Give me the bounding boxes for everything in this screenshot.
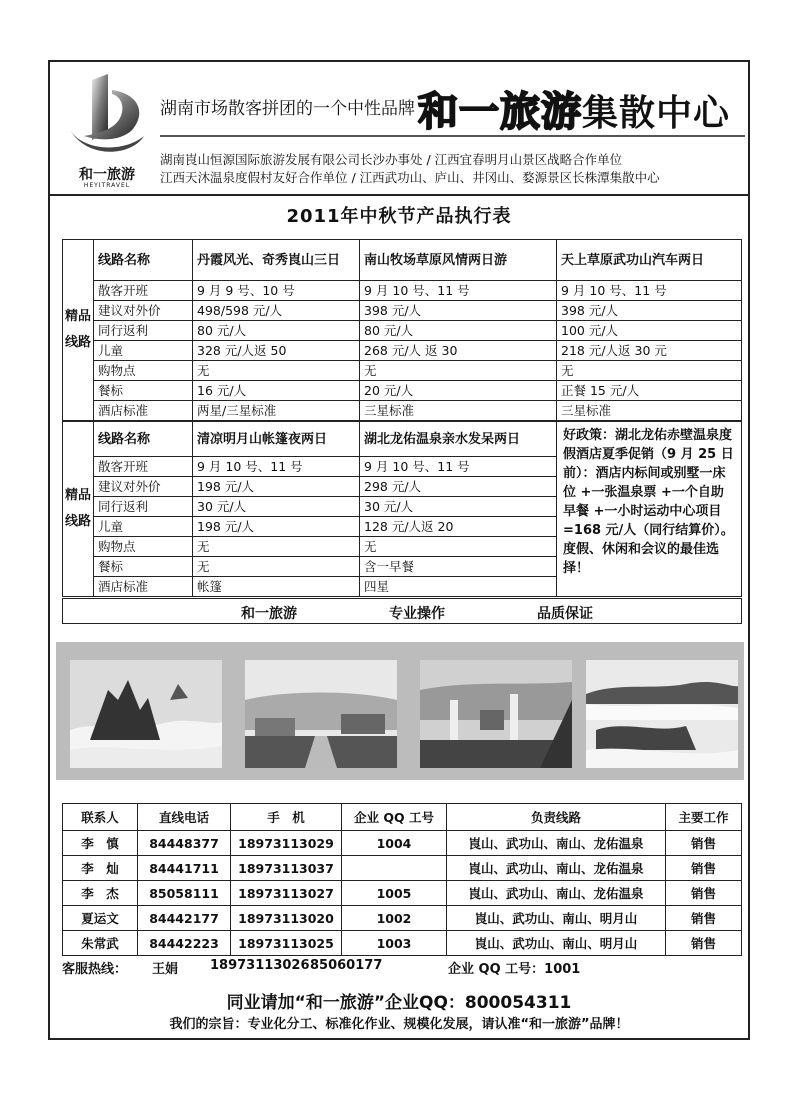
row-label: 散客开班 [94, 457, 193, 477]
brand-logo [62, 70, 152, 188]
cell: 18973113037 [231, 856, 342, 881]
cell: 20 元/人 [360, 381, 557, 401]
hotline-label: 客服热线： [62, 962, 128, 977]
page-title: 2011年中秋节产品执行表 [286, 206, 512, 227]
cell [342, 856, 447, 881]
cell: 18973113025 [231, 931, 342, 956]
motto-item: 品质保证 [537, 606, 593, 622]
cell: 销售 [666, 931, 742, 956]
cell: 398 元/人 [557, 301, 742, 321]
row-label: 儿童 [94, 341, 193, 361]
partner-line-2: 江西天沐温泉度假村友好合作单位 / 江西武功山、庐山、井冈山、婺源景区长株潭集散中心 [160, 170, 660, 185]
column-header: 联系人 [63, 804, 138, 831]
row-label: 酒店标准 [94, 577, 193, 597]
cell: 销售 [666, 881, 742, 906]
cell: 100 元/人 [557, 321, 742, 341]
cell: 正餐 15 元/人 [557, 381, 742, 401]
logo-icon [62, 70, 152, 162]
side-label: 精品线路 [63, 422, 94, 597]
cell: 128 元/人返 20 [360, 517, 557, 537]
table-row [63, 831, 742, 856]
contact-table [62, 803, 742, 956]
column-header: 主要工作 [666, 804, 742, 831]
policy-note: 好政策：湖北龙佑赤壁温泉度假酒店夏季促销（9 月 25 日前）：酒店内标间或别墅一床位 +一张温泉票 +一个自助早餐 +一小时运动中心项目 =168 元/人（同行结算价）。度假、休闲和会议的最佳选择！ [557, 422, 742, 597]
cell: 三星标准 [360, 401, 557, 421]
cell: 无 [193, 537, 360, 557]
cell: 李 杰 [63, 881, 138, 906]
column-header: 负责线路 [447, 804, 666, 831]
cell: 30 元/人 [360, 497, 557, 517]
scenery-photo [245, 660, 397, 768]
cell: 9 月 10 号、11 号 [557, 281, 742, 301]
cell: 夏运文 [63, 906, 138, 931]
cell: 16 元/人 [193, 381, 360, 401]
row-label: 同行返利 [94, 321, 193, 341]
cell: 朱常武 [63, 931, 138, 956]
cell: 80 元/人 [360, 321, 557, 341]
header-label: 线路名称 [94, 240, 193, 281]
cell: 崀山、武功山、南山、明月山 [447, 931, 666, 956]
side-label: 精品线路 [63, 240, 94, 421]
brand-slogan: 湖南市场散客拼团的一个中性品牌 [160, 99, 415, 119]
motto-item: 和一旅游 [241, 606, 297, 622]
cell: 9 月 10 号、11 号 [193, 457, 360, 477]
cell: 198 元/人 [193, 477, 360, 497]
cell: 398 元/人 [360, 301, 557, 321]
route-name: 南山牧场草原风情两日游 [360, 240, 557, 281]
partner-line-1: 湖南崀山恒源国际旅游发展有限公司长沙办事处 / 江西宜春明月山景区战略合作单位 [160, 152, 623, 167]
cell: 84442223 [138, 931, 231, 956]
hotline-phone: 85060177 [310, 958, 383, 973]
brand-title-rest: 集散中心 [582, 93, 731, 134]
row-label: 建议对外价 [94, 477, 193, 497]
row-label: 同行返利 [94, 497, 193, 517]
brand-title [418, 80, 730, 137]
motto-bar [62, 598, 742, 624]
cell: 无 [193, 557, 360, 577]
table-row [63, 931, 742, 956]
cell: 498/598 元/人 [193, 301, 360, 321]
cell: 80 元/人 [193, 321, 360, 341]
row-label: 餐标 [94, 557, 193, 577]
cell: 18973113029 [231, 831, 342, 856]
row-label: 散客开班 [94, 281, 193, 301]
cell: 198 元/人 [193, 517, 360, 537]
route-table-2 [62, 421, 742, 597]
cell: 无 [557, 361, 742, 381]
row-label: 儿童 [94, 517, 193, 537]
hotline-name: 王娟 [152, 962, 179, 977]
cell: 三星标准 [557, 401, 742, 421]
table-row [63, 856, 742, 881]
row-label: 餐标 [94, 381, 193, 401]
cell: 李 灿 [63, 856, 138, 881]
cell: 崀山、武功山、南山、龙佑温泉 [447, 856, 666, 881]
footer-mission-line: 我们的宗旨：专业化分工、标准化作业、规模化发展，请认准“和一旅游”品牌！ [169, 1017, 629, 1032]
table-row [63, 906, 742, 931]
row-label: 酒店标准 [94, 401, 193, 421]
route-name: 湖北龙佑温泉亲水发呆两日 [360, 422, 557, 457]
row-label: 购物点 [94, 361, 193, 381]
cell: 销售 [666, 856, 742, 881]
cell: 帐篷 [193, 577, 360, 597]
header [50, 62, 748, 196]
logo-subtext: HEYITRAVEL [83, 182, 131, 189]
cell: 无 [193, 361, 360, 381]
route-name: 天上草原武功山汽车两日 [557, 240, 742, 281]
cell: 崀山、武功山、南山、龙佑温泉 [447, 831, 666, 856]
cell: 9 月 10 号、11 号 [360, 457, 557, 477]
column-header: 企业 QQ 工号 [342, 804, 447, 831]
cell: 1002 [342, 906, 447, 931]
header-label: 线路名称 [94, 422, 193, 457]
cell: 84441711 [138, 856, 231, 881]
cell: 销售 [666, 831, 742, 856]
cell: 无 [360, 361, 557, 381]
cell: 30 元/人 [193, 497, 360, 517]
cell: 无 [360, 537, 557, 557]
scenery-photo [586, 660, 738, 768]
header-divider [160, 135, 745, 137]
cell: 268 元/人 返 30 [360, 341, 557, 361]
column-header: 直线电话 [138, 804, 231, 831]
cell: 1005 [342, 881, 447, 906]
cell: 1003 [342, 931, 447, 956]
row-label: 建议对外价 [94, 301, 193, 321]
route-name: 丹霞风光、奇秀崀山三日 [193, 240, 360, 281]
route-name: 清凉明月山帐篷夜两日 [193, 422, 360, 457]
photo-band [56, 642, 744, 780]
hotline-qq: 企业 QQ 工号：1001 [448, 962, 581, 977]
cell: 85058111 [138, 881, 231, 906]
cell: 9 月 9 号、10 号 [193, 281, 360, 301]
scenery-photo [70, 660, 222, 768]
cell: 两星/三星标准 [193, 401, 360, 421]
cell: 18973113027 [231, 881, 342, 906]
cell: 298 元/人 [360, 477, 557, 497]
cell: 9 月 10 号、11 号 [360, 281, 557, 301]
cell: 李 慎 [63, 831, 138, 856]
cell: 含一早餐 [360, 557, 557, 577]
table-row [63, 881, 742, 906]
cell: 崀山、武功山、南山、龙佑温泉 [447, 881, 666, 906]
cell: 四星 [360, 577, 557, 597]
cell: 218 元/人返 30 元 [557, 341, 742, 361]
column-header: 手 机 [231, 804, 342, 831]
cell: 18973113020 [231, 906, 342, 931]
row-label: 购物点 [94, 537, 193, 557]
route-table-1 [62, 239, 742, 421]
brand-title-highlight: 和一旅游 [418, 89, 582, 135]
cell: 84448377 [138, 831, 231, 856]
cell: 崀山、武功山、南山、明月山 [447, 906, 666, 931]
motto-item: 专业操作 [389, 606, 445, 622]
logo-text: 和一旅游 [79, 167, 135, 183]
cell: 84442177 [138, 906, 231, 931]
cell: 销售 [666, 906, 742, 931]
cell: 328 元/人返 50 [193, 341, 360, 361]
hotline-mobile: 18973113026 [210, 958, 310, 973]
footer-qq-line: 同业请加“和一旅游”企业QQ：800054311 [226, 993, 572, 1013]
scenery-photo [420, 660, 572, 768]
cell: 1004 [342, 831, 447, 856]
